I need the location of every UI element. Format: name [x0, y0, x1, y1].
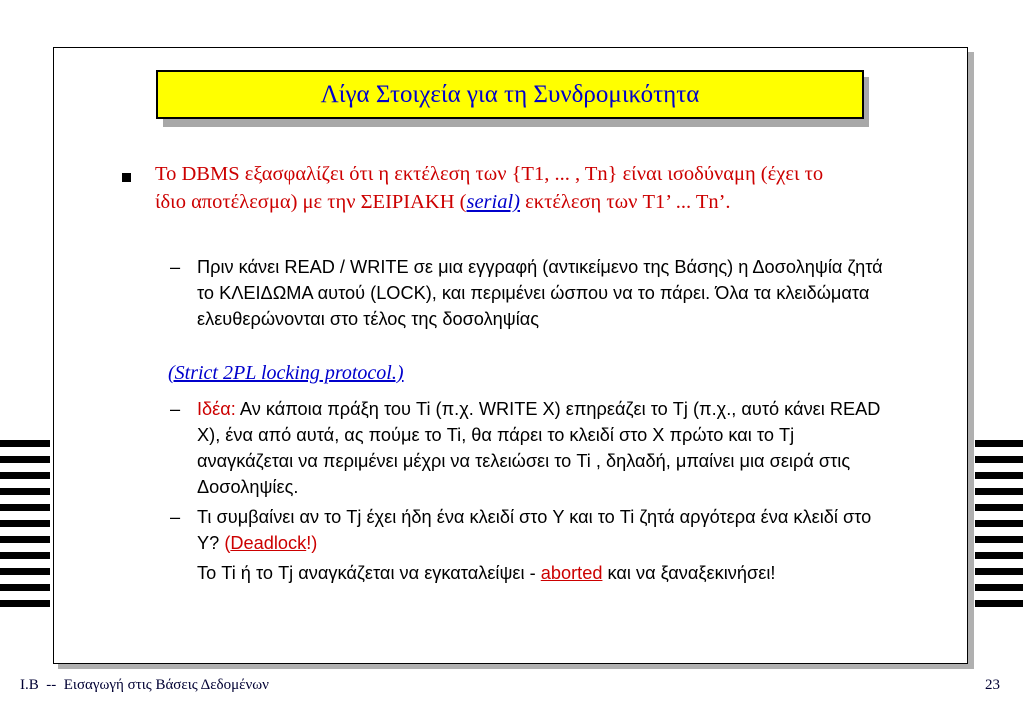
serial-link[interactable]: serial)	[466, 191, 521, 213]
main-bullet-text: Το DBMS εξασφαλίζει ότι η εκτέλεση των {T1, ... , Tn} είναι ισοδύναμη (έχει το ίδιο αποτέλεσμα) με την ΣΕΙΡΙΑΚΗ (serial) εκτέλεση των T1’ ... Tn’.	[155, 163, 824, 213]
aborted-link[interactable]: aborted	[540, 563, 603, 583]
strict-2pl-link[interactable]: (Strict 2PL locking protocol.)	[168, 362, 404, 384]
footer-page-number: 23	[985, 677, 1000, 693]
sub-bullet-idea: – Ιδέα: Αν κάποια πράξη του Ti (π.χ. WRITE X) επηρεάζει το Tj (π.χ., αυτό κάνει READ X), ένα από αυτά, ας πούμε το Ti, θα πάρει το κλειδί στο Χ πρώτο και το Tj αναγκάζεται να περιμένει μέχρι να τελειώσει το Ti , δηλαδή, μπαίνει μια σειρά στις Δοσοληψίες.	[170, 396, 890, 500]
square-bullet-icon	[122, 173, 131, 182]
slide-title: Λίγα Στοιχεία για τη Συνδρομικότητα	[320, 80, 700, 108]
dash-marker: –	[170, 257, 181, 277]
sub-bullet-lock: – Πριν κάνει READ / WRITE σε μια εγγραφή (αντικείμενο της Βάσης) η Δοσοληψία ζητά το ΚΛΕΙΔΩΜΑ αυτού (LOCK), και περιμένει ώσπου να το πάρει. Όλα τα κλειδώματα ελευθερώνονται στο τέλος της δοσοληψίας	[170, 254, 890, 332]
sub-bullet-deadlock: – Τι συμβαίνει αν το Tj έχει ήδη ένα κλειδί στο Y και το Ti ζητά αργότερα ένα κλειδί στο Y? (Deadlock!) Το Ti ή το Tj αναγκάζεται να εγκαταλείψει - aborted και να ξαναξεκινήσει!	[170, 504, 890, 586]
idea-label: Ιδέα:	[197, 399, 236, 419]
footer-course-title: I.B -- Εισαγωγή στις Βάσεις Δεδομένων	[20, 677, 269, 693]
dash-marker: –	[170, 507, 181, 527]
dash-marker: –	[170, 399, 181, 419]
deadlock-link[interactable]: Deadlock	[230, 533, 307, 553]
